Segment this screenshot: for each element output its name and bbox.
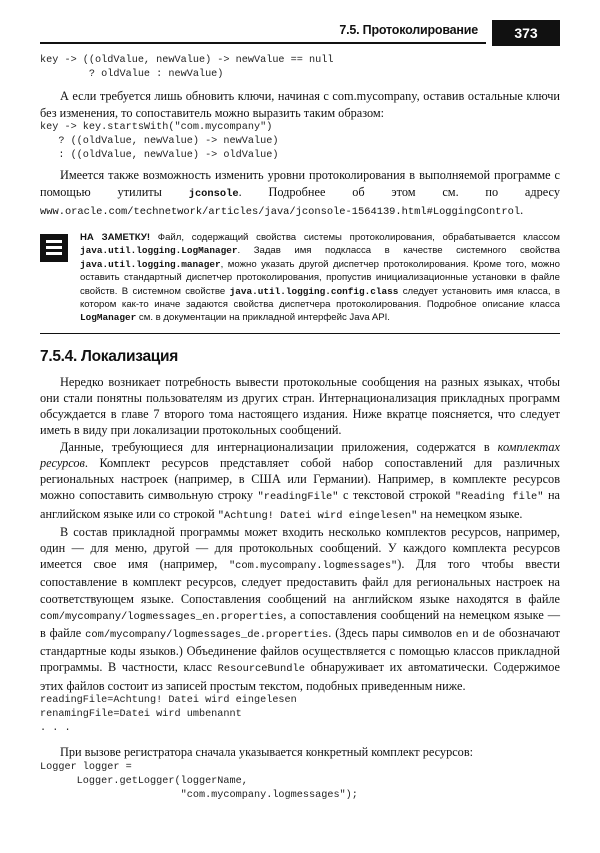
text-run: . Подробнее об этом см. по адресу xyxy=(238,184,560,199)
text-run: . Комплект ресурсов представляет собой набор сопоставлений для различных региональных настроек (например, в США или Германии). Например, в комплекте ресурсов можно сопоставить символьную строку xyxy=(40,455,560,503)
code-block-4: Logger logger = Logger.getLogger(loggerName, "com.mycompany.logmessages"); xyxy=(40,761,358,801)
text-run: на английском языке или со строкой xyxy=(40,488,561,521)
code-en: en xyxy=(455,628,469,641)
code-resourcebundle: ResourceBundle xyxy=(217,663,305,676)
code-bundle-name: "com.mycompany.logmessages" xyxy=(228,560,398,573)
note-box xyxy=(40,228,560,334)
text-run: . Задав имя подкласса в качестве системного свойства xyxy=(237,245,560,257)
section-title: 7.5. Протоколирование xyxy=(339,23,478,37)
code-logging-manager: java.util.logging.manager xyxy=(80,258,221,270)
text-run: , можно указать другой диспетчер протоколирования. Кроме того, можно оставить стандартный диспетчер протоколирования, пропустив инициализационные установки в файле свойств. В системном свойстве xyxy=(80,258,560,297)
text-run: на немецком языке. xyxy=(417,506,523,521)
code-logmanager-class: java.util.logging.LogManager xyxy=(80,245,238,257)
text-run: см. в документации на прикладной интерфейс Java API. xyxy=(136,312,390,324)
code-achtung: "Achtung! Datei wird eingelesen" xyxy=(217,509,418,522)
code-config-class: java.util.logging.config.class xyxy=(229,285,399,297)
code-readingfile: "readingFile" xyxy=(257,491,339,504)
text-run: и xyxy=(468,625,483,640)
text-run: Файл, содержащий свойства системы протоколирования, обрабатывается классом xyxy=(150,232,560,244)
page-body xyxy=(40,54,560,803)
text-run: ). Для того чтобы ввести сопоставление в комплект ресурсов, следует предоставить файл для региональных настроек на соответствующем языке. Сопоставления сообщений на английском языке находятся в файле xyxy=(40,557,560,606)
code-de: de xyxy=(482,628,496,641)
code-en-properties: com/mycompany/logmessages_en.properties xyxy=(40,610,284,623)
text-run: с текстовой строкой xyxy=(338,488,455,503)
text-run: Имеется также возможность изменить уровни протоколирования в выполняемой программе с помощью утилиты xyxy=(40,168,560,199)
code-reading-file: "Reading file" xyxy=(454,491,544,504)
text-run: обнаруживает их автоматически. Содержимое этих файлов состоит из записей простым текстом, подобных приведенным ниже. xyxy=(40,660,560,693)
code-logmanager: LogManager xyxy=(80,312,137,324)
emphasis: комплектах ресурсов xyxy=(40,439,560,470)
note-label: НА ЗАМЕТКУ! xyxy=(80,232,151,244)
text-run: В состав прикладной программы может входить несколько комплектов ресурсов, например, один — для меню, другой — для протокольных сообщений. У каждого комплекта ресурсов имеется свое имя (например, xyxy=(40,524,560,572)
note-icon xyxy=(40,234,68,262)
text-run: следует установить имя класса, в котором как-то иначе задаются свойства диспетчера протоколирования. Подробное описание класса xyxy=(80,285,560,311)
paragraph-6: При вызове регистратора сначала указывается конкретный комплект ресурсов: xyxy=(60,745,474,760)
paragraph-1: А если требуется лишь обновить ключи, начиная с com.mycompany, оставив остальные ключи без изменения, то сопоставитель можно выразить таким образом: xyxy=(40,89,560,120)
code-block-2: key -> key.startsWith("com.mycompany") ? ((oldValue, newValue) -> newValue) : ((oldValue, newValue) -> oldValue) xyxy=(40,121,279,162)
paragraph-2 xyxy=(40,167,560,220)
paragraph-3: Нередко возникает потребность вывести протокольные сообщения на разных языках, чтобы они стали понятны пользователям из других стран. Интернационализация прикладных программ обсуждается в главе 7 второго тома настоящего издания. Ниже вкратце поясняется, что следует иметь в виду при локализации протокольных сообщений. xyxy=(40,374,560,438)
text-run: , а сопоставления сообщений на немецком языке — в файле xyxy=(40,607,560,640)
jconsole-utility: jconsole xyxy=(188,187,239,200)
paragraph-4 xyxy=(40,439,560,524)
code-de-properties: com/mycompany/logmessages_de.properties xyxy=(85,628,329,641)
text-run: Данные, требующиеся для интернационализации приложения, содержатся в xyxy=(60,439,498,454)
text-run: . (Здесь пары символов xyxy=(328,625,456,640)
code-block-3: readingFile=Achtung! Datei wird eingelesen renamingFile=Datei wird umbenannt . . . xyxy=(40,694,297,735)
page-number: 373 xyxy=(492,20,560,46)
paragraph-5 xyxy=(40,524,560,694)
header-rule xyxy=(40,42,486,44)
running-header xyxy=(40,20,560,44)
jconsole-url: www.oracle.com/technetwork/articles/java/jconsole-1564139.html#LoggingControl xyxy=(40,205,521,218)
text-run: обозначают стандартные коды языков.) Объединение файлов осуществляется с помощью классов прикладной программы. В частности, класс xyxy=(40,625,560,675)
section-heading: 7.5.4. Локализация xyxy=(40,347,179,365)
code-block-1: key -> ((oldValue, newValue) -> newValue == null ? oldValue : newValue) xyxy=(40,55,334,81)
text-run: . xyxy=(520,202,524,217)
